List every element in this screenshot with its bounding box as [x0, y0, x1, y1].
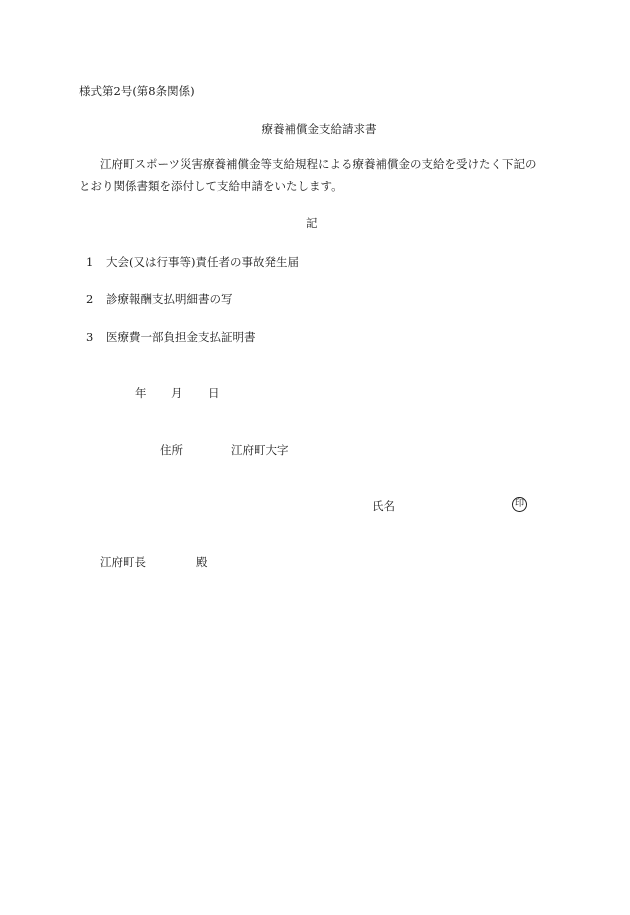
date-day-label: 日 [208, 386, 220, 400]
date-year-label: 年 [135, 386, 147, 400]
seal-icon: 印 [512, 497, 527, 512]
attachment-item-3 [86, 332, 256, 344]
body-text-line-1: 江府町スポーツ災害療養補償金等支給規程による療養補償金の支給を受けたく下記の [100, 157, 537, 171]
address-label: 住所 [160, 443, 183, 457]
attachment-item-number: 1 [86, 255, 94, 269]
form-number: 様式第2号(第8条関係) [79, 84, 195, 98]
attachment-item-text: 大会(又は行事等)責任者の事故発生届 [106, 255, 299, 269]
attachment-item-2 [86, 294, 233, 306]
attachment-item-number: 2 [86, 292, 94, 306]
address-value: 江府町大字 [231, 443, 289, 457]
recipient-name: 江府町長 [100, 555, 146, 569]
attachment-item-number: 3 [86, 330, 94, 344]
recipient-honorific: 殿 [196, 555, 208, 569]
ki-heading: 記 [306, 216, 318, 230]
attachment-item-text: 医療費一部負担金支払証明書 [106, 330, 256, 344]
document-title: 療養補償金支給請求書 [261, 122, 377, 136]
attachment-item-1 [86, 257, 299, 269]
body-text-line-2: とおり関係書類を添付して支給申請をいたします。 [79, 179, 343, 193]
name-label: 氏名 [372, 499, 395, 513]
date-month-label: 月 [171, 386, 183, 400]
attachment-item-text: 診療報酬支払明細書の写 [106, 292, 233, 306]
